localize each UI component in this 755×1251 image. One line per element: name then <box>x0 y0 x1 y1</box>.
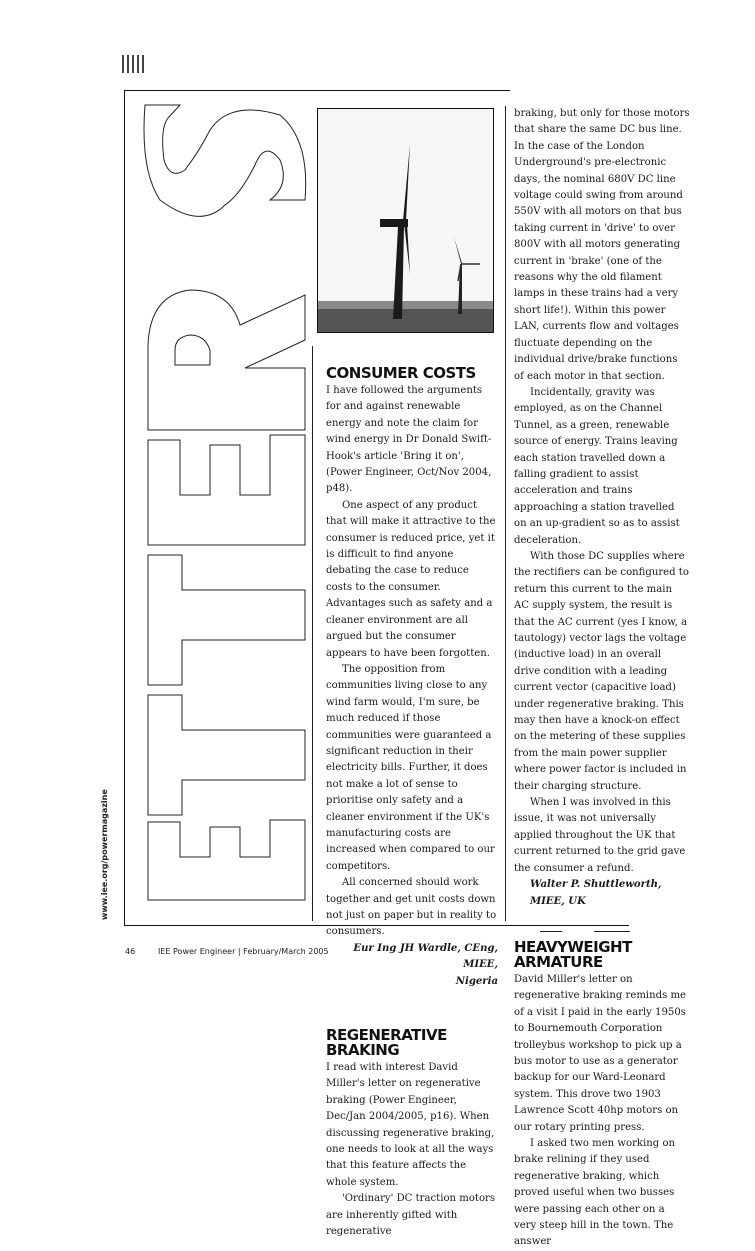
letter-paragraph: 'Ordinary' DC traction motors are inherently gifted with regenerative <box>326 1193 496 1238</box>
letter-heading-consumer-costs: CONSUMER COSTS <box>326 364 476 382</box>
letter-paragraph: David Miller's letter on regenerative braking reminds me of a visit I paid in the early 1950s to Bournemouth Corporation trolleybus workshop to pick up a bus motor to use as a generator backup for our Ward-Leonard system. This drove two 1903 Lawrence Scott 40hp motors on our rotary printing press. <box>514 973 687 1133</box>
letter-heading-heavyweight-armature: HEAVYWEIGHT ARMATURE <box>514 937 632 971</box>
frame-left-rule <box>124 90 125 926</box>
side-url[interactable]: www.iee.org/powermagazine <box>100 789 109 920</box>
letter-location: Nigeria <box>455 975 498 987</box>
letter-signature: Walter P. Shuttleworth, MIEE, UK <box>530 879 662 907</box>
wind-turbine-photo <box>317 108 494 333</box>
column-rule-right <box>505 106 506 921</box>
decorative-rule <box>594 931 630 932</box>
letter-paragraph: One aspect of any product that will make it attractive to the consumer is reduced price, yet it is difficult to find anyone debating the case to reduce costs to the consumer. Advantages such as safety and a cleaner environment are all argued but the consumer appears to have been forgotten. <box>326 499 496 659</box>
letter-heading-regenerative-braking: REGENERATIVE BRAKING <box>326 1026 447 1060</box>
letter-paragraph: I have followed the arguments for and against renewable energy and note the claim for wind energy in Dr Donald Swift-Hook's article 'Bring it on', (Power Engineer, Oct/Nov 2004, p48). <box>326 385 492 495</box>
letter-signature: Eur Ing JH Wardle, CEng, MIEE, <box>353 942 498 971</box>
letter-paragraph: All concerned should work together and get unit costs down not just on paper but in reality to consumers. <box>326 877 497 938</box>
footer-publication: IEE Power Engineer | February/March 2005 <box>158 947 329 956</box>
letter-paragraph: I asked two men working on brake relining if they used regenerative braking, which proved useful when two busses were passing each other on a very steep hill in the town. The answer <box>514 1137 676 1248</box>
letters-column-1 <box>326 366 498 1241</box>
letter-paragraph: The opposition from communities living close to any wind farm would, I'm sure, be much reduced if those communities were guaranteed a significant reduction in their electricity bills. Further, it does not make a lot of sense to prioritise only safety and a cleaner environment if the UK's manufacturing costs are increased when compared to our competitors. <box>326 663 495 872</box>
letter-paragraph: Incidentally, gravity was employed, as on the Channel Tunnel, as a green, renewable source of energy. Trains leaving each station travelled down a falling gradient to assist acceleration and trains approaching a station travelled on an up-gradient so as to assist deceleration. <box>514 386 680 546</box>
letter-paragraph: With those DC supplies where the rectifiers can be configured to return this current to the main AC supply system, the result is that the AC current (yes I know, a tautology) vector lags the voltage (inductive load) in an overall drive condition with a leading current vector (capacitive load) under regenerative braking. This may then have a knock-on effect on the metering of these supplies from the main power supplier where power factor is included in their charging structure. <box>514 550 689 792</box>
publication-logo <box>122 55 162 77</box>
letters-column-2 <box>514 106 690 1251</box>
decorative-rule <box>540 931 562 932</box>
letters-section-title-graphic <box>140 100 310 915</box>
column-rule-left <box>312 346 313 921</box>
letter-paragraph: I read with interest David Miller's letter on regenerative braking (Power Engineer, Dec/Jan 2004/2005, p16). When discussing regenerative braking, one needs to look at all the ways that this feature affects the whole system. <box>326 1062 495 1188</box>
letter-paragraph: braking, but only for those motors that share the same DC bus line. In the case of the London Underground's pre-electronic days, the nominal 680V DC line voltage could swing from around 550V with all motors on that bus taking current in 'drive' to over 800V with all motors generating current in 'brake' (one of the reasons why the old filament lamps in these trains had a very short life!). Within this power LAN, currents flow and voltages fluctuate depending on the individual drive/brake functions of each motor in that section. <box>514 108 690 382</box>
frame-top-rule <box>124 90 510 91</box>
footer-page-number: 46 <box>125 947 136 956</box>
letter-paragraph: When I was involved in this issue, it was not universally applied throughout the UK that current returned to the grid gave the consumer a refund. <box>514 797 686 874</box>
